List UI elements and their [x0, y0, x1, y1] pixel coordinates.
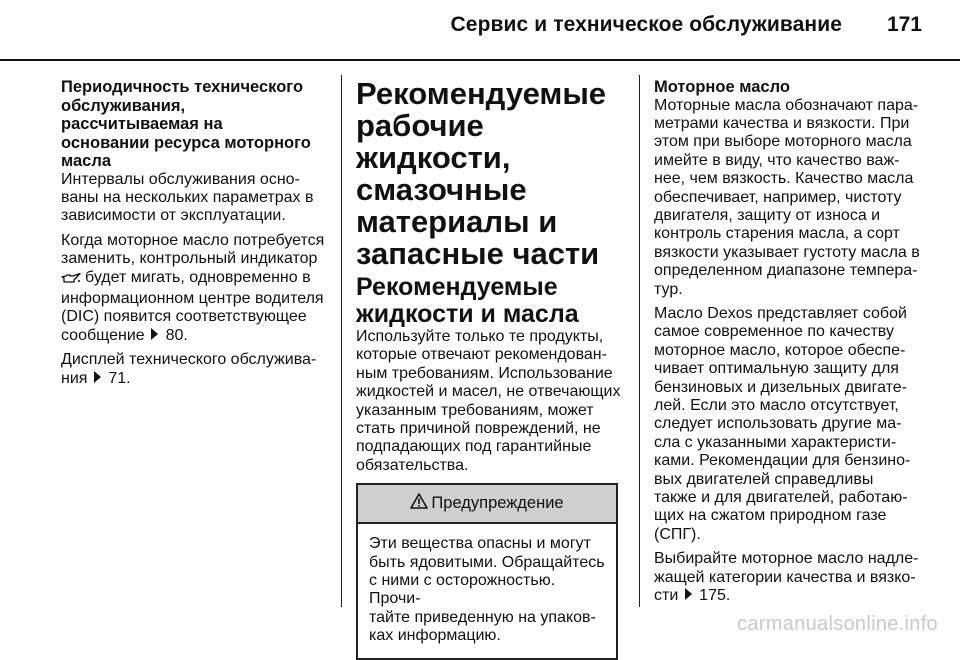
text-line: бензиновых и дизельных двигате-	[654, 378, 907, 396]
text-line: определенном диапазоне темпера-	[654, 262, 918, 280]
section-heading-engine-oil: Моторное масло	[654, 78, 790, 96]
paragraph-intervals	[61, 171, 333, 226]
page-reference-link[interactable]: 71.	[108, 369, 131, 387]
column-right	[654, 78, 924, 611]
heading-line: жидкости и масла	[356, 299, 579, 328]
text-line: с ними с осторожностью. Прочи-	[369, 572, 556, 608]
text-line: щих на сжатом природном газе	[654, 507, 887, 525]
heading-line: Периодичность технического	[61, 78, 304, 96]
section-heading-fluids	[356, 274, 622, 327]
warning-triangle-icon	[410, 493, 428, 514]
page-reference-triangle-icon	[685, 588, 692, 600]
paragraph-oil-parameters	[654, 97, 924, 299]
paragraph-dexos	[654, 305, 924, 544]
heading-line: рабочие жидкости,	[356, 108, 511, 175]
text-line: (СПГ).	[654, 525, 701, 543]
paragraph-service-display	[61, 351, 333, 388]
heading-line: Рекомендуемые	[356, 273, 558, 301]
header-divider	[0, 59, 960, 61]
text-line: тур.	[654, 280, 683, 298]
warning-body	[358, 524, 616, 657]
heading-line: масла	[61, 152, 111, 170]
text-line: указанным требованиям, может	[356, 401, 594, 419]
text-line: ваны на нескольких параметрах в	[61, 188, 314, 206]
text-line: информационном центре водителя	[61, 289, 324, 307]
text-line: двигателя, защиту от износа и	[654, 206, 881, 224]
page-reference-triangle-icon	[94, 371, 101, 383]
text-line: сла с указанными характеристи-	[654, 433, 897, 451]
text-line: Масло Dexos представляет собой	[654, 304, 907, 322]
text-line: жащей категории качества и вязко-	[654, 568, 916, 586]
text-line: обязательства.	[356, 456, 469, 474]
text-line: быть ядовитыми. Обращайтесь	[369, 553, 605, 571]
text-line: заменить, контрольный индикатор	[61, 250, 318, 268]
heading-line: обслуживания,	[61, 96, 186, 115]
text-line: метрами качества и вязкости. При	[654, 114, 910, 132]
text-line: которые отвечают рекомендован-	[356, 346, 607, 364]
heading-line: рассчитываемая на	[61, 115, 223, 133]
text-line: Дисплей технического обслужива-	[61, 351, 317, 369]
text-line: Интервалы обслуживания осно-	[61, 170, 300, 188]
text-line: вых двигателей справедливы	[654, 470, 874, 488]
page-reference-link[interactable]: 80.	[165, 326, 188, 344]
oil-can-icon	[61, 272, 81, 290]
section-heading-maintenance-interval	[61, 78, 333, 171]
watermark: carmanualsonline.info	[737, 613, 938, 635]
text-line-with-reference	[61, 370, 333, 388]
heading-line: основании ресурса моторного	[61, 133, 311, 152]
heading-line: материалы и	[356, 204, 558, 239]
text-line: (DIC) появится соответствующее	[61, 308, 307, 326]
text-line: Моторные масла обозначают пара-	[654, 96, 919, 114]
text-line: лей. Если это масло отсутствует,	[654, 397, 899, 414]
text-fragment: ния	[61, 369, 88, 387]
text-line: жидкостей и масел, не отвечающих	[356, 383, 621, 401]
text-line: тайте приведенную на упаков-	[369, 608, 596, 626]
text-line: зависимости от эксплуатации.	[61, 207, 286, 225]
text-line: ках информацию.	[369, 627, 501, 645]
text-line: нее, чем вязкость. Качество масла	[654, 170, 914, 188]
heading-line: запасные части	[356, 236, 600, 271]
text-fragment: сообщение	[61, 326, 145, 344]
text-line: следует использовать другие ма-	[654, 415, 902, 433]
paragraph-use-products	[356, 328, 622, 475]
text-line: Когда моторное масло потребуется	[61, 231, 325, 249]
text-line: ным требованиям. Использование	[356, 364, 613, 382]
column-divider-1	[341, 75, 342, 607]
heading-line: смазочные	[356, 172, 527, 207]
warning-header	[358, 485, 616, 524]
page-title: Сервис и техническое обслуживание	[450, 13, 842, 36]
page-reference-triangle-icon	[151, 328, 158, 340]
text-line: обеспечивает, например, чистоту	[654, 188, 902, 206]
page-number: 171	[886, 13, 922, 36]
text-line: Эти вещества опасны и могут	[369, 535, 591, 553]
text-line-with-reference	[61, 327, 333, 345]
text-line: Используйте только те продукты,	[356, 328, 604, 345]
text-line: имейте в виду, что качество важ-	[654, 151, 900, 169]
text-fragment: сти	[654, 587, 679, 605]
text-line: самое современное по качеству	[654, 323, 894, 341]
text-line: вязкости указывает густоту масла в	[654, 243, 920, 261]
text-line: подпадающих под гарантийные	[356, 438, 592, 456]
text-line-with-icon	[61, 269, 333, 290]
column-divider-2	[639, 75, 640, 607]
text-line: также и для двигателей, работаю-	[654, 489, 908, 507]
chapter-heading	[356, 78, 622, 270]
text-line: Выбирайте моторное масло надле-	[654, 550, 919, 568]
warning-title: Предупреждение	[431, 494, 564, 513]
text-line: чивает оптимальную защиту для	[654, 360, 899, 378]
text-line: контроль старения масла, а сорт	[654, 225, 900, 243]
paragraph-oil-change-indicator	[61, 232, 333, 345]
paragraph-choose-oil	[654, 550, 924, 605]
page-header	[0, 0, 960, 58]
column-left	[61, 78, 333, 394]
warning-box	[356, 483, 618, 659]
heading-line: Рекомендуемые	[356, 76, 607, 111]
text-fragment: будет мигать, одновременно в	[85, 268, 311, 286]
text-line: моторное масло, которое обеспе-	[654, 341, 906, 359]
text-line-with-reference	[654, 587, 924, 605]
column-middle	[356, 78, 622, 660]
text-line: ками. Рекомендации для бензино-	[654, 452, 911, 470]
page-reference-link[interactable]: 175.	[699, 587, 731, 605]
text-line: стать причиной повреждений, не	[356, 420, 601, 438]
text-line: этом при выборе моторного масла	[654, 133, 912, 151]
